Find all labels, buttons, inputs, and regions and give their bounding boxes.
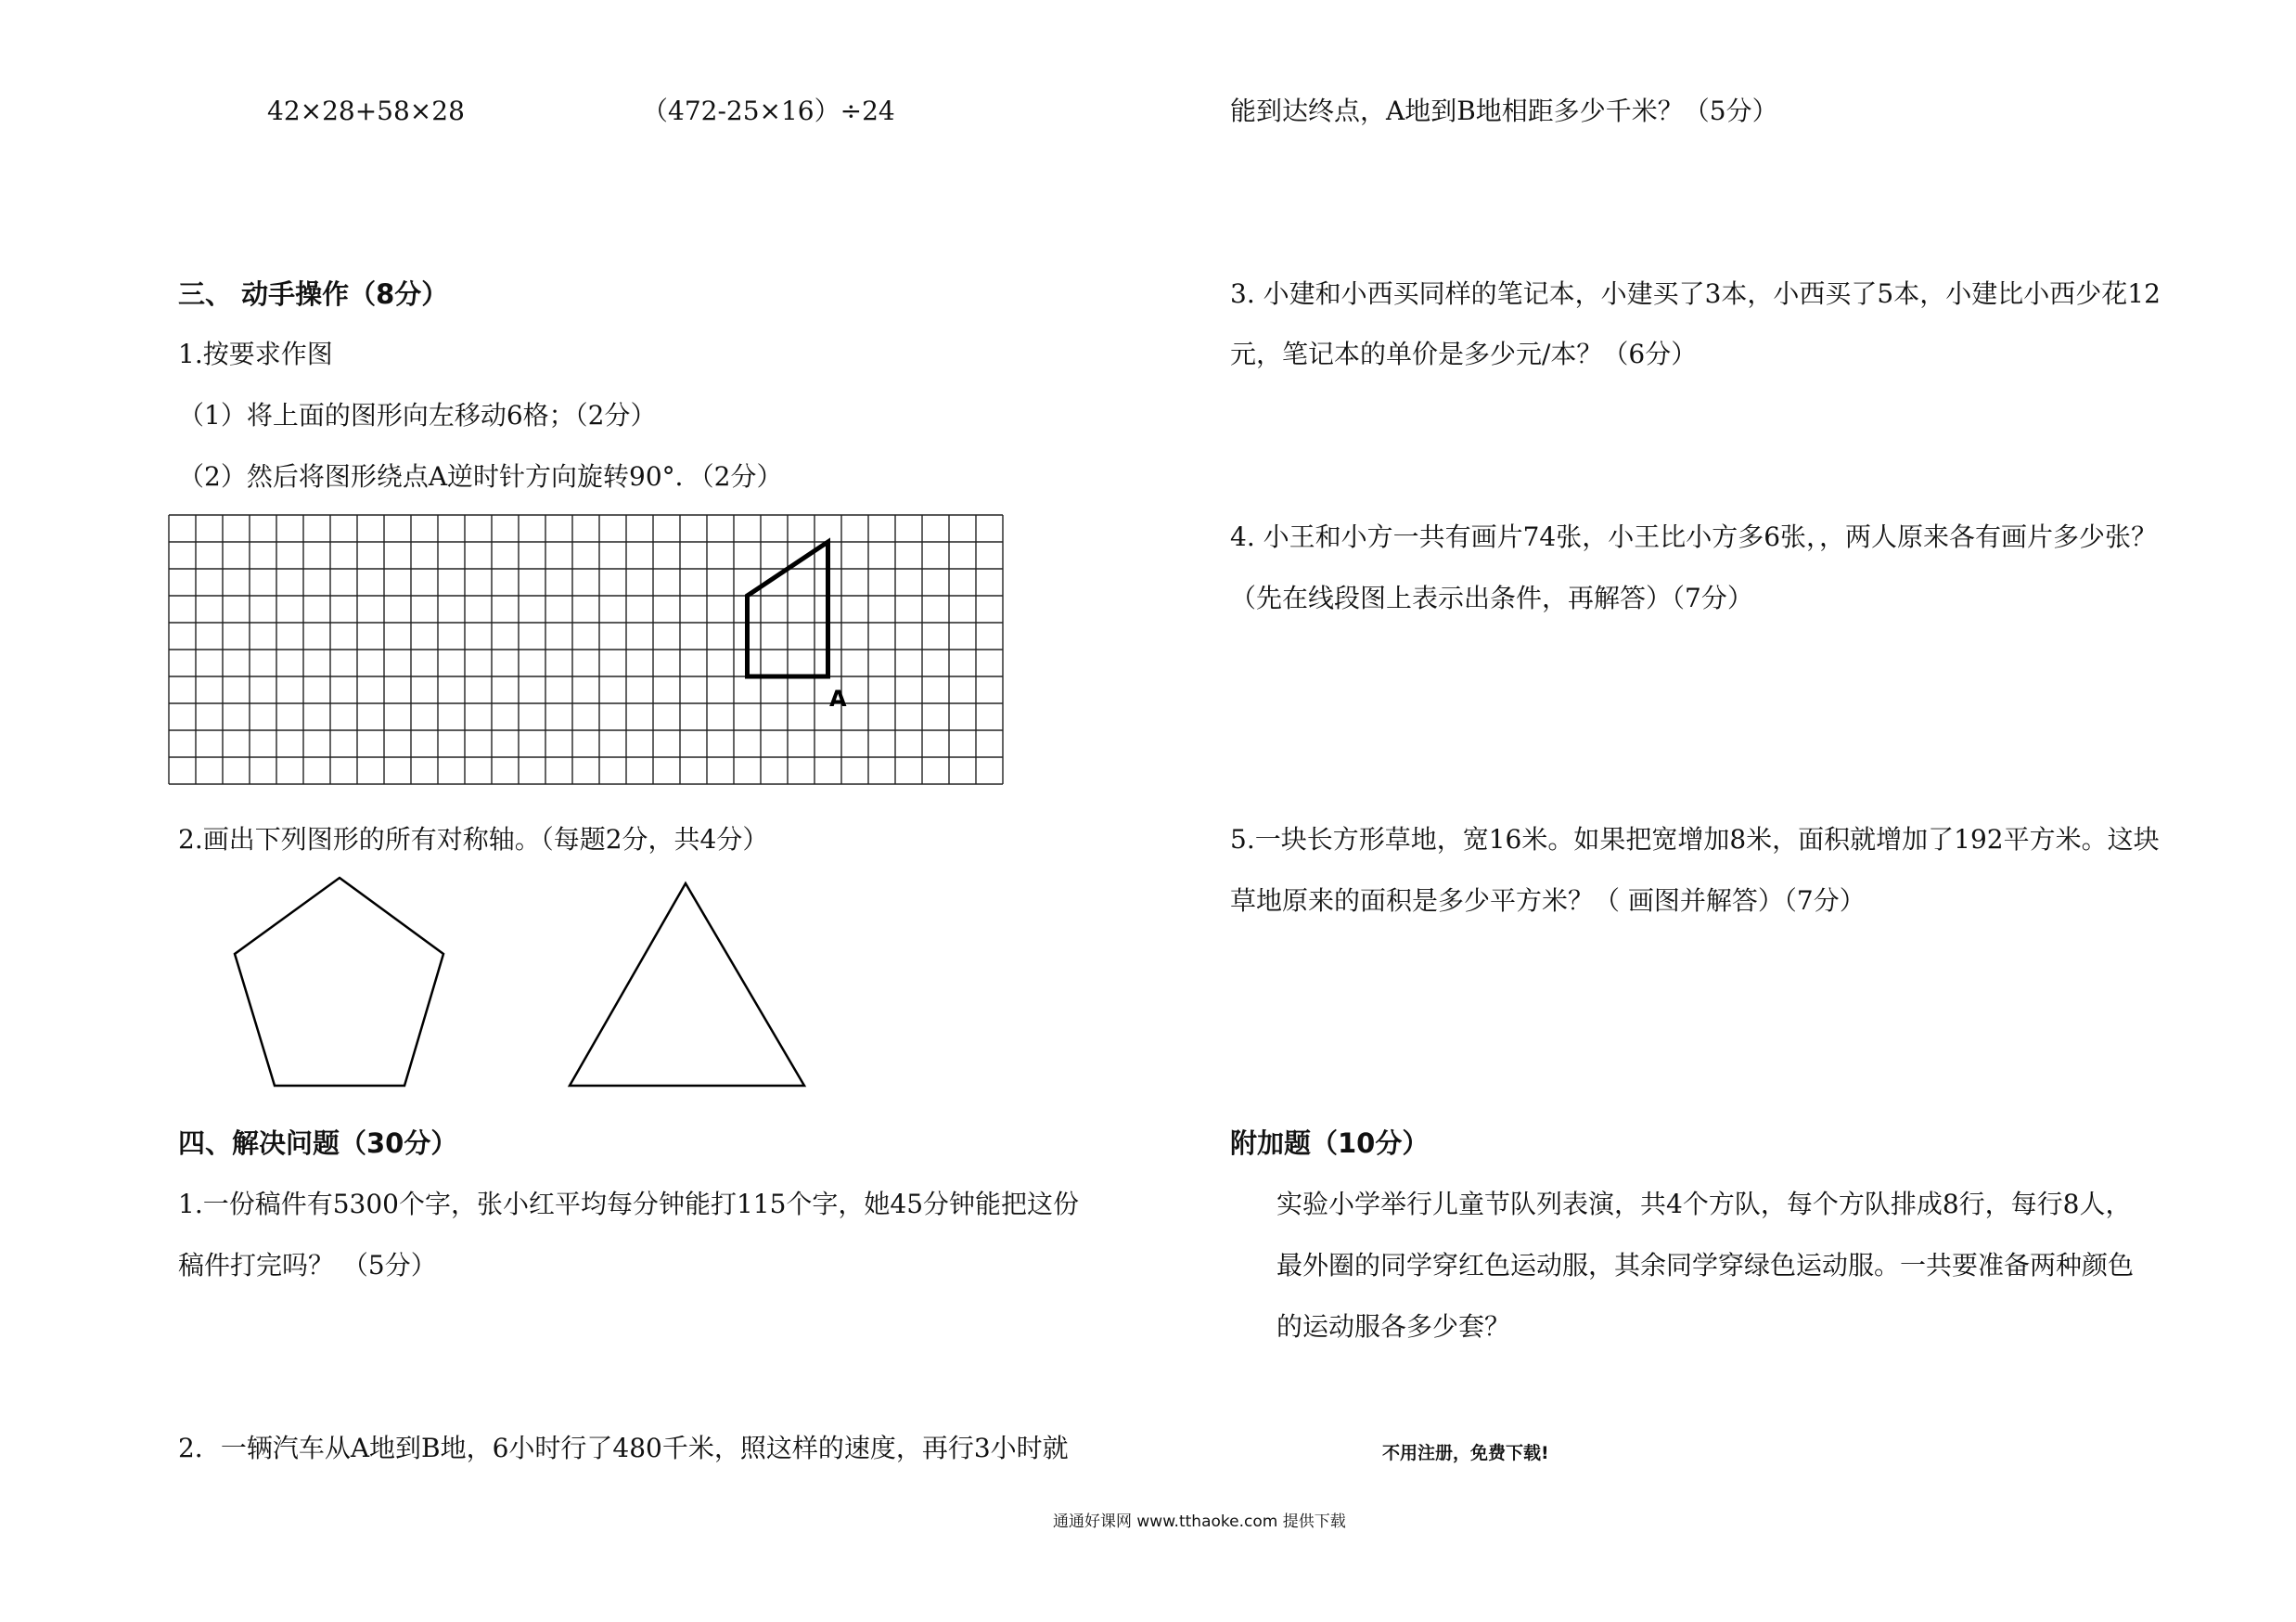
- grid-figure: [167, 513, 1169, 792]
- q4-line-2: （先在线段图上表示出条件，再解答）（7分）: [1230, 583, 1753, 613]
- calc-expression-2: （472-25×16）÷24: [642, 96, 895, 126]
- bonus-title: 附加题（10分）: [1230, 1127, 1430, 1159]
- s3-question-1-part-2: （2）然后将图形绕点A逆时针方向旋转90°．（2分）: [178, 461, 783, 492]
- pentagon-figure: [227, 875, 450, 1088]
- q2-continuation: 能到达终点，A地到B地相距多少千米？（5分）: [1230, 96, 1778, 126]
- s3-question-1: 1.按要求作图: [178, 339, 333, 369]
- q3-line-1: 3. 小建和小西买同样的笔记本，小建买了3本，小西买了5本，小建比小西少花12: [1230, 278, 2161, 309]
- section-3-title: 三、 动手操作（8分）: [178, 278, 449, 310]
- bonus-line-3: 的运动服各多少套？: [1276, 1311, 1511, 1342]
- calc-expression-1: 42×28+58×28: [267, 96, 465, 126]
- triangle-figure: [566, 880, 816, 1093]
- point-a-label: A: [829, 686, 847, 712]
- q5-line-1: 5.一块长方形草地，宽16米。如果把宽增加8米，面积就增加了192平方米。这块: [1230, 824, 2160, 855]
- promo-text: 不用注册，免费下载!: [1382, 1443, 1549, 1463]
- s3-question-2: 2.画出下列图形的所有对称轴。（每题2分，共4分）: [178, 824, 769, 855]
- s3-question-1-part-1: （1）将上面的图形向左移动6格；（2分）: [178, 400, 657, 431]
- bonus-line-1: 实验小学举行儿童节队列表演，共4个方队，每个方队排成8行，每行8人，: [1276, 1189, 2132, 1219]
- bonus-line-2: 最外圈的同学穿红色运动服，其余同学穿绿色运动服。一共要准备两种颜色: [1276, 1250, 2135, 1281]
- footer-text: 通通好课网 www.tthaoke.com 提供下载: [1053, 1513, 1346, 1531]
- q3-line-2: 元，笔记本的单价是多少元/本？（6分）: [1230, 339, 1698, 369]
- q5-line-2: 草地原来的面积是多少平方米？（ 画图并解答）（7分）: [1230, 885, 1866, 916]
- s4-question-1-line-2: 稿件打完吗？ （5分）: [178, 1250, 437, 1281]
- section-4-title: 四、解决问题（30分）: [178, 1127, 458, 1159]
- s4-question-2-line-1: 2．一辆汽车从A地到B地，6小时行了480千米，照这样的速度，再行3小时就: [178, 1433, 1069, 1463]
- q4-line-1: 4. 小王和小方一共有画片74张，小王比小方多6张，，两人原来各有画片多少张？: [1230, 521, 2158, 552]
- s4-question-1-line-1: 1.一份稿件有5300个字，张小红平均每分钟能打115个字，她45分钟能把这份: [178, 1189, 1080, 1219]
